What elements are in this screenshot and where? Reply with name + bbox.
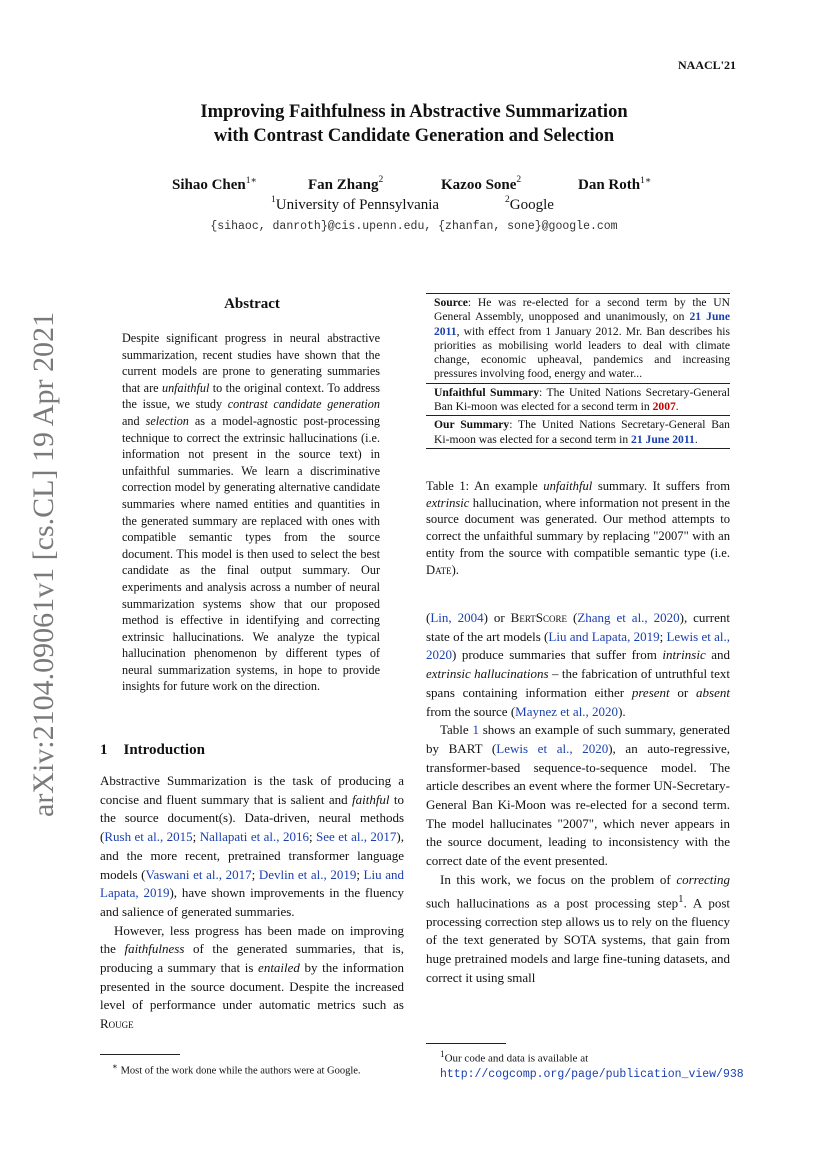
row-label: Source	[434, 296, 468, 309]
text: by the information presented in the source document. Despite the increased level of performance under automatic metrics such as	[100, 960, 404, 1013]
author-4	[578, 177, 651, 194]
text: of the generated summaries, that is, producing a summary that is	[100, 941, 404, 976]
abstract-text: Despite significant progress in neural abstractive summarization, recent studies have shown that the current models are prone to generating summaries that are	[122, 331, 380, 395]
text: ) produce summaries that suffer from	[452, 647, 663, 663]
author-name: Dan Roth	[578, 177, 641, 193]
text: : He was re-elected for a second term by the UN General Assembly, unopposed and unanimously, on	[434, 296, 730, 324]
intro-paragraph-1	[100, 772, 404, 922]
footnote-right-text	[426, 1044, 744, 1082]
abstract-text: to the original context. To address the issue, we study	[122, 380, 381, 412]
citation-link[interactable]: Maynez et al., 2020	[515, 703, 619, 719]
text: ;	[356, 866, 364, 882]
text: from the source (	[426, 703, 516, 719]
text: (	[426, 610, 431, 625]
emphasis: intrinsic	[662, 647, 706, 663]
citation-link[interactable]: Liu and Lapata, 2019	[548, 628, 660, 644]
hallucinated-entity: 2007	[652, 400, 676, 414]
footnote-left	[100, 1054, 404, 1079]
arxiv-stamp: arXiv:2104.09061v1 [cs.CL] 19 Apr 2021	[27, 312, 60, 817]
paper-title	[100, 100, 728, 148]
abstract-text: and	[122, 413, 146, 428]
citation-link[interactable]: Vaswani et al., 2017	[145, 866, 252, 882]
venue-label: NAACL'21	[677, 58, 736, 72]
citation-link[interactable]: Lewis et al., 2020	[426, 628, 730, 663]
table-row-unfaithful	[426, 384, 730, 416]
author-3	[441, 177, 521, 194]
emphasis: extrinsic hallucinations	[426, 666, 549, 682]
affiliation-sup: 2	[505, 195, 510, 205]
text: : The United Nations Secretary-General Ban Ki-moon was elected for a second term in	[434, 385, 730, 414]
text: such hallucinations as a post processing step	[426, 894, 679, 910]
text: , with effect from 1 January 2012. Mr. Ban describes his priorities as mobilising world leaders to deal with climate change, economic upheaval, pandemics and increasing pressures involving food, energy and water...	[434, 324, 730, 381]
table-reference-link[interactable]: 1	[472, 722, 479, 738]
abstract-heading: Abstract	[224, 296, 280, 312]
table-row-ours	[426, 416, 730, 448]
text: ).	[618, 703, 626, 719]
emphasis: faithful	[351, 791, 390, 807]
emphasis: faithfulness	[124, 941, 185, 957]
text: ), current state of the art models (	[426, 610, 730, 644]
author-name: Kazoo Sone	[441, 177, 517, 193]
emphasis: absent	[696, 684, 730, 700]
text: ;	[251, 866, 259, 882]
text: shows an example of such summary, generated by BART (	[426, 722, 731, 756]
author-sup: 1∗	[245, 176, 257, 186]
affiliation-1	[271, 197, 439, 214]
citation-link[interactable]: Nallapati et al., 2016	[199, 829, 309, 845]
text: – the fabrication of untruthful text spans containing information either	[426, 666, 730, 700]
footnote-mark: 1	[440, 1049, 445, 1059]
row-label: Our Summary	[434, 418, 510, 432]
footnote-right	[426, 1043, 744, 1082]
text: .	[694, 432, 698, 446]
emphasis: entailed	[258, 960, 300, 976]
section-heading-introduction	[100, 742, 205, 759]
author-name: Sihao Chen	[172, 177, 246, 193]
text: Abstractive Summarization is the task of producing a concise and fluent summary that is salient and	[100, 773, 404, 807]
affiliation-sup: 1	[271, 195, 276, 205]
table-1	[426, 293, 730, 449]
text: summary. It suffers from	[592, 479, 730, 493]
intro-right-paragraph-2	[426, 721, 730, 871]
citation-link[interactable]: See et al., 2017	[316, 829, 397, 845]
small-caps-text: Date	[426, 562, 452, 577]
table-bottom-rule	[426, 448, 730, 449]
affiliation-name: Google	[509, 197, 554, 213]
text: ).	[451, 562, 459, 577]
text: ;	[659, 628, 667, 644]
text: Table	[440, 722, 473, 738]
footnote-mark[interactable]: 1	[678, 892, 684, 905]
text: Table 1: An example	[426, 479, 544, 493]
abstract-emphasis: selection	[145, 413, 189, 428]
emphasis: present	[631, 684, 670, 700]
footnote-text: Most of the work done while the authors were at Google.	[117, 1065, 361, 1077]
highlight-entity: 21 June 2011	[434, 310, 730, 338]
title-line-1: Improving Faithfulness in Abstractive Summarization	[200, 102, 628, 122]
text: : The United Nations Secretary-General Ban Ki-moon was elected for a second term in	[434, 418, 730, 446]
small-caps-text: BertScore	[510, 610, 568, 625]
table-row-source	[426, 294, 730, 383]
text: ), an auto-regressive, transformer-based sequence-to-sequence model. The article describes an event where the former UN-Secretary-General Ban Ki-Moon was re-elected for a second term. The model hallucinates "2007", which never appears in the source document, leading to inconsistency with the correct date of the event presented.	[426, 740, 730, 869]
abstract-body	[122, 330, 380, 695]
text: and	[705, 647, 730, 663]
row-label: Unfaithful Summary	[434, 385, 539, 399]
affiliation-name: University of Pennsylvania	[275, 197, 440, 213]
citation-link[interactable]: Lewis et al., 2020	[496, 740, 609, 756]
citation-link[interactable]: Liu and Lapata, 2019	[100, 866, 404, 901]
abstract-emphasis: contrast candidate generation	[227, 397, 380, 412]
text: ;	[192, 829, 200, 845]
text: (	[567, 610, 578, 625]
text: In this work, we focus on the problem of	[440, 871, 677, 887]
emphasis: correcting	[676, 871, 730, 887]
citation-link[interactable]: Devlin et al., 2019	[258, 866, 357, 882]
abstract-emphasis: unfaithful	[161, 380, 210, 395]
small-caps-text: Rouge	[100, 1016, 134, 1032]
text: .	[675, 400, 679, 414]
author-sup: 2	[516, 175, 522, 185]
section-title: Introduction	[123, 742, 205, 758]
citation-link[interactable]: Lin, 2004	[430, 610, 484, 625]
intro-paragraph-2	[100, 922, 404, 1034]
section-number: 1	[100, 742, 108, 758]
emphasis: extrinsic	[426, 495, 470, 510]
footnote-left-text	[100, 1055, 404, 1079]
author-sup: 2	[378, 175, 384, 185]
intro-right-paragraph-3	[426, 871, 730, 988]
code-url-link[interactable]: http://cogcomp.org/page/publication_view/938	[440, 1067, 744, 1081]
author-name: Fan Zhang	[308, 177, 379, 193]
footnote-mark: ∗	[112, 1061, 118, 1071]
text: . A post processing correction step allows us to rely on the fluency of the text generated by SOTA systems, that gain from huge pretrained models and large fine-tuning datasets, and correct it using small	[426, 894, 730, 985]
affiliation-2	[505, 197, 554, 214]
text: However, less progress has been made on improving the	[100, 922, 404, 957]
citation-link[interactable]: Zhang et al., 2020	[577, 610, 680, 625]
highlight-entity: 21 June 2011	[631, 432, 695, 446]
emphasis: unfaithful	[543, 479, 593, 493]
author-emails: {sihaoc, danroth}@cis.upenn.edu, {zhanfan, sone}@google.com	[210, 220, 618, 233]
text: ), have shown improvements in the fluency and salience of generated summaries.	[100, 885, 404, 919]
text: or	[669, 684, 697, 700]
text: to the source document(s). Data-driven, neural methods (	[100, 791, 404, 845]
text: ) or	[483, 610, 511, 625]
title-line-2: with Contrast Candidate Generation and Selection	[213, 126, 615, 146]
author-1	[172, 177, 257, 194]
text: ), and the more recent, pretrained transformer language models (	[100, 829, 404, 882]
text: ;	[308, 829, 317, 845]
intro-right-paragraph-1	[426, 609, 730, 721]
citation-link[interactable]: Rush et al., 2015	[104, 829, 193, 845]
author-sup: 1∗	[640, 176, 652, 186]
abstract-text: as a model-agnostic post-processing technique to correct the extrinsic hallucinations (i.e. information not present in the source text) in unfaithful summaries. We learn a discriminative correction model by generating alternative candidate summaries where named entities and quantities in the generated summary are replaced with ones with compatible semantic types from the source document. This model is then used to select the best candidate as the final output summary. Our experiments and analysis across a number of neural summarization systems show that our proposed method is effective in identifying and correcting extrinsic hallucinations. We analyze the typical hallucination phenomenon by different types of neural summarization systems, in hope to provide insights for future work on the direction.	[122, 413, 380, 694]
author-2	[308, 177, 383, 194]
intro-left-column	[100, 772, 404, 1034]
text: hallucination, where information not present in the source document was generated. Our method attempts to correct the unfaithful summary by replacing "2007" with an entity from the source with compatible semantic type (i.e.	[426, 495, 730, 560]
intro-right-column	[426, 609, 730, 987]
footnote-text: Our code and data is available at	[444, 1052, 589, 1065]
table-1-caption	[426, 478, 730, 578]
